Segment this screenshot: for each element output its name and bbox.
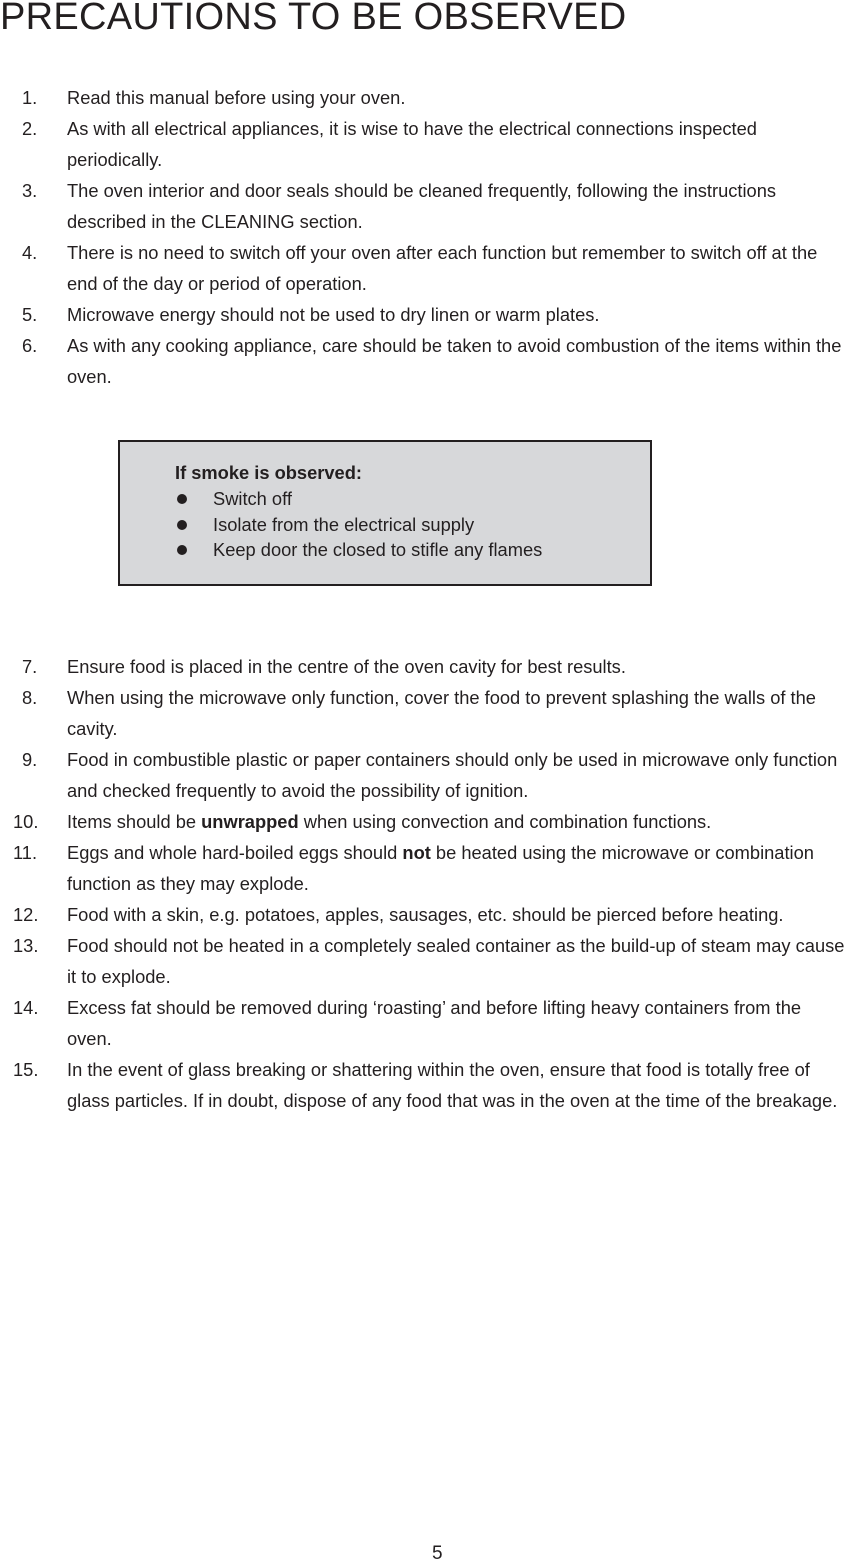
item-text bbox=[67, 837, 850, 899]
list-item bbox=[0, 806, 850, 837]
list-item bbox=[0, 330, 850, 392]
item-text: Food should not be heated in a completely sealed container as the build-up of steam may cause it to explode. bbox=[67, 935, 845, 987]
list-item bbox=[0, 899, 850, 930]
item-number: 2. bbox=[22, 118, 38, 139]
list-item bbox=[0, 682, 850, 744]
item-text-pre: Eggs and whole hard-boiled eggs should bbox=[67, 842, 403, 863]
item-text: As with any cooking appliance, care should be taken to avoid combustion of the items within the oven. bbox=[67, 335, 842, 387]
item-text: Excess fat should be removed during ‘roasting’ and before lifting heavy containers from the oven. bbox=[67, 997, 802, 1049]
list-item bbox=[0, 1054, 850, 1116]
item-number: 7. bbox=[22, 656, 38, 677]
item-number: 14. bbox=[13, 997, 39, 1018]
smoke-warning-item bbox=[175, 486, 542, 512]
item-text: Microwave energy should not be used to dry linen or warm plates. bbox=[67, 304, 600, 325]
smoke-warning-box bbox=[118, 440, 652, 586]
precautions-list-part1 bbox=[0, 82, 850, 392]
bullet-icon bbox=[177, 494, 187, 504]
item-number: 9. bbox=[22, 749, 38, 770]
item-text: There is no need to switch off your oven after each function but remember to switch off at the end of the day or period of operation. bbox=[67, 242, 818, 294]
item-number: 13. bbox=[13, 935, 39, 956]
item-text-post: be heated using the microwave or combination function as they may explode. bbox=[67, 842, 814, 894]
list-item bbox=[0, 992, 850, 1054]
list-item bbox=[0, 651, 850, 682]
list-item bbox=[0, 744, 850, 806]
list-item bbox=[0, 930, 850, 992]
list-item bbox=[0, 837, 850, 899]
list-item bbox=[0, 82, 850, 113]
item-text: Read this manual before using your oven. bbox=[67, 87, 406, 108]
smoke-warning-text: Switch off bbox=[213, 488, 292, 509]
item-number: 3. bbox=[22, 180, 38, 201]
item-number: 4. bbox=[22, 242, 38, 263]
item-number: 15. bbox=[13, 1059, 39, 1080]
item-text-emphasis: not bbox=[402, 842, 431, 863]
smoke-warning-heading: If smoke is observed: bbox=[175, 462, 362, 483]
list-item bbox=[0, 175, 850, 237]
list-item bbox=[0, 299, 850, 330]
item-number: 12. bbox=[13, 904, 39, 925]
item-text: Food with a skin, e.g. potatoes, apples, sausages, etc. should be pierced before heating. bbox=[67, 904, 784, 925]
item-text bbox=[67, 806, 850, 837]
item-text: Food in combustible plastic or paper containers should only be used in microwave only function and checked frequently to avoid the possibility of ignition. bbox=[67, 749, 838, 801]
item-number: 8. bbox=[22, 687, 38, 708]
item-text: Ensure food is placed in the centre of the oven cavity for best results. bbox=[67, 656, 626, 677]
item-text-pre: Items should be bbox=[67, 811, 202, 832]
item-text: As with all electrical appliances, it is wise to have the electrical connections inspected periodically. bbox=[67, 118, 757, 170]
item-text-post: when using convection and combination functions. bbox=[298, 811, 712, 832]
bullet-icon bbox=[177, 520, 187, 530]
smoke-warning-list bbox=[175, 486, 542, 563]
item-number: 10. bbox=[13, 811, 39, 832]
smoke-warning-text: Keep door the closed to stifle any flames bbox=[213, 539, 543, 560]
item-number: 1. bbox=[22, 87, 38, 108]
item-number: 5. bbox=[22, 304, 38, 325]
page-title: PRECAUTIONS TO BE OBSERVED bbox=[0, 0, 627, 38]
smoke-warning-item bbox=[175, 537, 542, 563]
item-text: When using the microwave only function, cover the food to prevent splashing the walls of the cavity. bbox=[67, 687, 816, 739]
list-item bbox=[0, 113, 850, 175]
precautions-list-part2 bbox=[0, 651, 850, 1116]
item-text: The oven interior and door seals should be cleaned frequently, following the instructions described in the CLEANING section. bbox=[67, 180, 776, 232]
bullet-icon bbox=[177, 545, 187, 555]
item-number: 6. bbox=[22, 335, 38, 356]
item-text: In the event of glass breaking or shattering within the oven, ensure that food is totally free of glass particles. If in doubt, dispose of any food that was in the oven at the time of the breakage. bbox=[67, 1059, 838, 1111]
item-text-emphasis: unwrapped bbox=[201, 811, 299, 832]
page-number: 5 bbox=[432, 1543, 443, 1564]
list-item bbox=[0, 237, 850, 299]
smoke-warning-item bbox=[175, 512, 542, 538]
item-number: 11. bbox=[13, 842, 38, 863]
smoke-warning-text: Isolate from the electrical supply bbox=[213, 513, 475, 535]
